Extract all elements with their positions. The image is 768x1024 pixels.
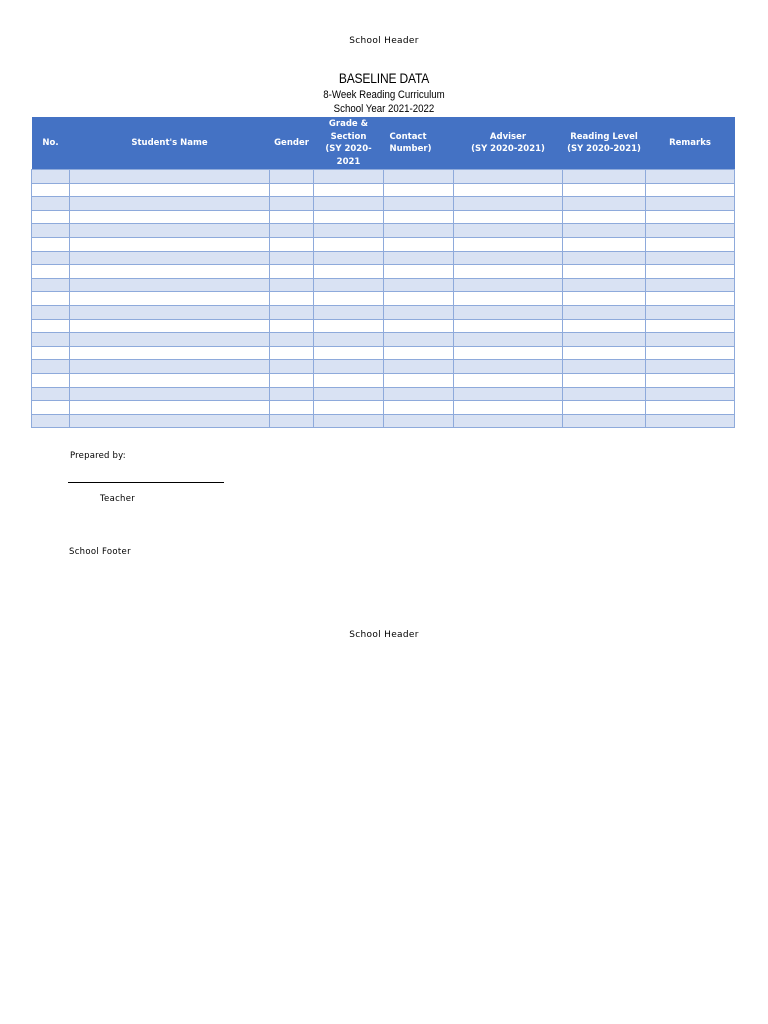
table-cell-no [32,401,70,415]
table-cell-remarks [646,265,735,279]
table-cell-grade-section [314,251,384,265]
table-row [32,237,735,251]
table-cell-grade-section [314,197,384,211]
table-cell-grade-section [314,305,384,319]
table-cell-no [32,346,70,360]
table-cell-remarks [646,251,735,265]
table-cell-reading-level [563,251,646,265]
table-cell-reading-level [563,292,646,306]
table-row [32,251,735,265]
table-cell-reading-level [563,414,646,428]
table-cell-adviser [454,305,563,319]
table-cell-adviser [454,170,563,184]
table-cell-student-name [70,319,270,333]
table-cell-grade-section [314,224,384,238]
table-cell-adviser [454,251,563,265]
column-header-contact-number: Contact Number) [384,117,454,170]
table-cell-student-name [70,387,270,401]
table-cell-adviser [454,292,563,306]
table-cell-gender [270,319,314,333]
table-cell-remarks [646,237,735,251]
table-cell-grade-section [314,170,384,184]
table-cell-no [32,197,70,211]
table-cell-no [32,251,70,265]
table-row [32,210,735,224]
table-cell-no [32,210,70,224]
table-cell-remarks [646,224,735,238]
table-cell-grade-section [314,346,384,360]
table-header-row [32,117,735,170]
table-cell-contact-number [384,183,454,197]
table-cell-remarks [646,401,735,415]
table-cell-gender [270,224,314,238]
table-cell-adviser [454,278,563,292]
column-header-adviser: Adviser (SY 2020-2021) [454,117,563,170]
table-cell-remarks [646,292,735,306]
baseline-data-table [31,117,735,428]
table-cell-adviser [454,373,563,387]
table-cell-reading-level [563,373,646,387]
table-row [32,387,735,401]
table-cell-reading-level [563,224,646,238]
document-title: BASELINE DATA [338,70,430,86]
table-cell-contact-number [384,265,454,279]
table-cell-contact-number [384,305,454,319]
table-cell-student-name [70,360,270,374]
table-row [32,373,735,387]
table-cell-no [32,224,70,238]
table-cell-grade-section [314,292,384,306]
table-cell-adviser [454,265,563,279]
table-cell-contact-number [384,360,454,374]
column-header-remarks: Remarks [646,117,735,170]
table-cell-remarks [646,197,735,211]
table-cell-gender [270,333,314,347]
table-cell-contact-number [384,414,454,428]
signature-role-label: Teacher [100,494,136,504]
table-cell-student-name [70,401,270,415]
table-cell-reading-level [563,319,646,333]
table-cell-grade-section [314,278,384,292]
table-cell-reading-level [563,333,646,347]
table-cell-grade-section [314,210,384,224]
table-cell-remarks [646,373,735,387]
table-cell-adviser [454,333,563,347]
table-row [32,414,735,428]
table-cell-gender [270,265,314,279]
table-cell-grade-section [314,360,384,374]
table-cell-contact-number [384,387,454,401]
table-cell-adviser [454,360,563,374]
table-cell-grade-section [314,333,384,347]
table-cell-grade-section [314,237,384,251]
table-cell-adviser [454,224,563,238]
table-cell-contact-number [384,346,454,360]
table-cell-student-name [70,183,270,197]
table-cell-student-name [70,210,270,224]
table-cell-adviser [454,319,563,333]
table-cell-grade-section [314,183,384,197]
table-cell-gender [270,251,314,265]
table-cell-reading-level [563,183,646,197]
table-cell-remarks [646,346,735,360]
table-cell-student-name [70,197,270,211]
table-row [32,305,735,319]
table-row [32,319,735,333]
table-cell-adviser [454,197,563,211]
table-cell-no [32,333,70,347]
table-cell-student-name [70,414,270,428]
table-cell-remarks [646,210,735,224]
table-cell-remarks [646,333,735,347]
prepared-by-label: Prepared by: [70,451,126,461]
table-cell-gender [270,387,314,401]
table-cell-gender [270,237,314,251]
table-cell-remarks [646,387,735,401]
table-cell-remarks [646,414,735,428]
table-cell-adviser [454,414,563,428]
signature-line [68,482,224,483]
table-cell-reading-level [563,387,646,401]
table-cell-student-name [70,251,270,265]
table-cell-gender [270,278,314,292]
table-cell-student-name [70,373,270,387]
table-cell-no [32,265,70,279]
column-header-no: No. [32,117,70,170]
table-cell-remarks [646,305,735,319]
table-cell-contact-number [384,373,454,387]
table-cell-contact-number [384,170,454,184]
table-row [32,333,735,347]
table-cell-student-name [70,292,270,306]
table-cell-contact-number [384,237,454,251]
table-row [32,170,735,184]
table-cell-no [32,414,70,428]
school-header-next-page: School Header [349,630,419,640]
table-cell-adviser [454,183,563,197]
table-cell-gender [270,414,314,428]
table-cell-grade-section [314,265,384,279]
table-cell-reading-level [563,237,646,251]
table-row [32,197,735,211]
table-cell-no [32,237,70,251]
table-cell-contact-number [384,401,454,415]
table-cell-contact-number [384,278,454,292]
table-cell-student-name [70,224,270,238]
table-cell-no [32,183,70,197]
table-cell-student-name [70,237,270,251]
table-cell-student-name [70,265,270,279]
table-cell-grade-section [314,387,384,401]
table-cell-reading-level [563,360,646,374]
table-cell-no [32,305,70,319]
table-cell-grade-section [314,373,384,387]
table-cell-reading-level [563,170,646,184]
table-cell-gender [270,197,314,211]
table-cell-gender [270,183,314,197]
table-cell-contact-number [384,210,454,224]
table-cell-reading-level [563,197,646,211]
table-row [32,183,735,197]
table-cell-no [32,387,70,401]
table-cell-student-name [70,278,270,292]
table-cell-reading-level [563,401,646,415]
table-cell-no [32,170,70,184]
table-cell-gender [270,346,314,360]
curriculum-subtitle: 8-Week Reading Curriculum [323,89,445,101]
table-cell-gender [270,210,314,224]
table-cell-gender [270,170,314,184]
table-cell-gender [270,305,314,319]
table-cell-adviser [454,346,563,360]
column-header-student-name: Student's Name [70,117,270,170]
table-cell-no [32,278,70,292]
table-row [32,346,735,360]
table-cell-gender [270,360,314,374]
table-cell-grade-section [314,414,384,428]
table-cell-reading-level [563,265,646,279]
table-cell-contact-number [384,292,454,306]
table-row [32,224,735,238]
school-footer: School Footer [69,547,131,557]
table-cell-contact-number [384,333,454,347]
table-cell-adviser [454,401,563,415]
column-header-reading-level: Reading Level (SY 2020-2021) [563,117,646,170]
table-cell-contact-number [384,224,454,238]
table-cell-remarks [646,170,735,184]
table-cell-contact-number [384,251,454,265]
table-cell-student-name [70,346,270,360]
table-row [32,360,735,374]
column-header-gender: Gender [270,117,314,170]
table-cell-reading-level [563,278,646,292]
table-cell-no [32,373,70,387]
table-row [32,401,735,415]
table-cell-reading-level [563,346,646,360]
table-cell-no [32,292,70,306]
table-cell-adviser [454,210,563,224]
table-cell-gender [270,401,314,415]
table-cell-remarks [646,360,735,374]
table-body [32,170,735,428]
table-cell-student-name [70,333,270,347]
table-cell-contact-number [384,197,454,211]
table-cell-grade-section [314,319,384,333]
table-cell-reading-level [563,210,646,224]
table-cell-gender [270,373,314,387]
table-row [32,265,735,279]
table-cell-gender [270,292,314,306]
table-cell-adviser [454,387,563,401]
table-row [32,292,735,306]
table-cell-adviser [454,237,563,251]
table-cell-remarks [646,183,735,197]
table-cell-grade-section [314,401,384,415]
table-cell-student-name [70,170,270,184]
table-cell-remarks [646,278,735,292]
table-cell-no [32,319,70,333]
school-header: School Header [349,36,419,46]
school-year-subtitle: School Year 2021-2022 [333,103,435,115]
column-header-grade-section: Grade & Section (SY 2020- 2021 [314,117,384,170]
table-row [32,278,735,292]
table-cell-no [32,360,70,374]
table-cell-reading-level [563,305,646,319]
table-cell-remarks [646,319,735,333]
table-cell-student-name [70,305,270,319]
table-cell-contact-number [384,319,454,333]
